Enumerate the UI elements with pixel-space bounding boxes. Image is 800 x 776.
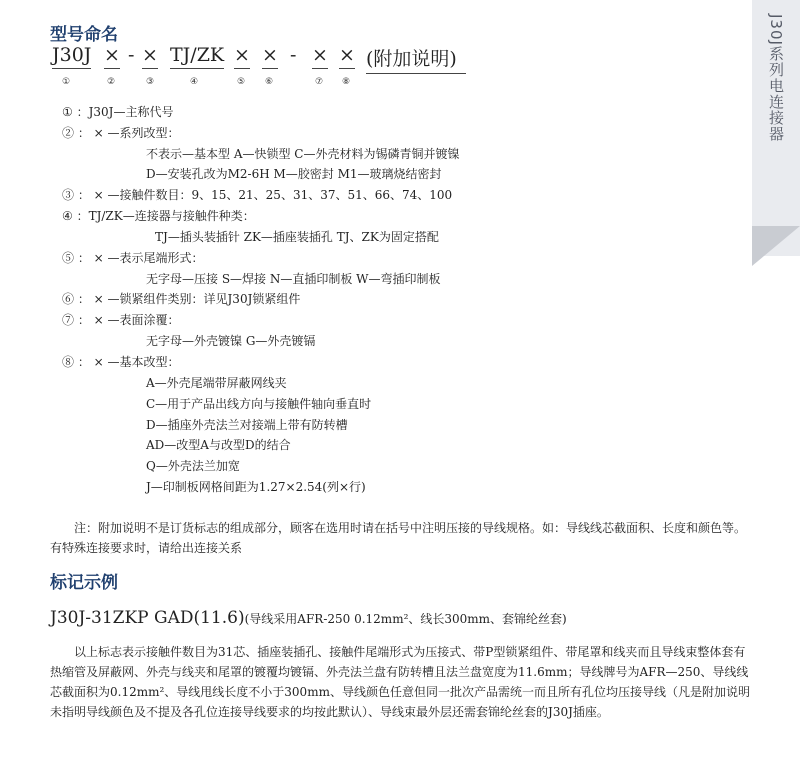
naming-line: D—插座外壳法兰对接端上带有防转槽: [146, 418, 348, 432]
naming-line: C—用于产品出线方向与接触件轴向垂直时: [146, 397, 372, 411]
code-mark-8: ⑧: [342, 77, 351, 87]
naming-line: ⑥ ： × —锁紧组件类别：详见J30J锁紧组件: [62, 292, 301, 306]
naming-line: A—外壳尾端带屏蔽网线夹: [146, 376, 287, 390]
code-segment-lock: ×: [262, 44, 278, 69]
naming-line: 无字母—压接 S—焊接 N—直插印制板 W—弯插印制板: [146, 272, 441, 286]
example-code: J30J-31ZKP GAD(11.6): [50, 608, 245, 628]
example-description: 以上标志表示接触件数目为31芯、插座装插孔、接触件尾端形式为压接式、带P型锁紧组件、带尾罩和线夹而且导线束整体套有热缩管及屏蔽网、外壳与线夹和尾罩的镀覆均镀镉、外壳法兰盘有防转槽且法兰盘宽度为11.6mm；导线牌号为AFR—250、导线线芯截面积为0.12mm²、导线甩线长度不小于300mm、导线颜色任意但同一批次产品需统一而且所有孔位均压接导线（凡是附加说明未指明导线颜色及不提及各孔位连接导线要求的均按此默认）、导线束最外层还需套锦纶丝套的J30J插座。: [50, 645, 750, 719]
naming-line: ③ ： × —接触件数目：9、15、21、25、31、37、51、66、74、100: [62, 188, 453, 202]
code-segment-basic: ×: [339, 44, 355, 69]
code-mark-7: ⑦: [315, 77, 324, 87]
code-segment-prefix: J30J: [52, 44, 91, 69]
naming-line: ② ： × —系列改型：: [62, 126, 180, 140]
sidebar-title: J30J系列电连接器: [767, 14, 785, 142]
example-heading: 标记示例: [50, 573, 118, 593]
code-segment-type: TJ/ZK: [170, 44, 224, 69]
naming-line: AD—改型A与改型D的结合: [146, 438, 291, 452]
code-mark-2: ②: [107, 77, 116, 87]
naming-note: 注：附加说明不是订货标志的组成部分，顾客在选用时请在括号中注明压接的导线规格。如：导线线芯截面积、长度和颜色等。有特殊连接要求时，请给出连接关系: [50, 521, 747, 555]
sidebar-tab-fold: [752, 226, 800, 266]
code-segment-series: ×: [104, 44, 120, 69]
naming-heading: 型号命名: [50, 25, 118, 45]
code-segment-count: ×: [142, 44, 158, 69]
naming-line: J—印制板网格间距为1.27×2.54(列×行): [146, 480, 366, 494]
naming-line: ④ ：TJ/ZK—连接器与接触件种类：: [62, 209, 255, 223]
naming-line: Q—外壳法兰加宽: [146, 459, 240, 473]
example-code-note: (导线采用AFR-250 0.12mm²、线长300mm、套锦纶丝套): [244, 612, 567, 626]
naming-line: ⑤ ： × —表示尾端形式：: [62, 251, 204, 265]
example-code-line: [50, 608, 567, 628]
code-segment-addition: (附加说明): [366, 44, 466, 74]
code-segment-tail: ×: [234, 44, 250, 69]
code-mark-4: ④: [190, 77, 199, 87]
code-segment-coating: ×: [312, 44, 328, 69]
naming-line: ① ：J30J—主称代号: [62, 105, 174, 119]
naming-line: ⑧ ： × —基本改型：: [62, 355, 180, 369]
naming-line: TJ—插头装插针 ZK—插座装插孔 TJ、ZK为固定搭配: [155, 230, 439, 244]
naming-line: ⑦ ： × —表面涂覆：: [62, 313, 180, 327]
naming-line: 无字母—外壳镀镍 G—外壳镀镉: [146, 334, 316, 348]
code-mark-5: ⑤: [237, 77, 246, 87]
naming-line: 不表示—基本型 A—快锁型 C—外壳材料为锡磷青铜并镀镍: [146, 147, 460, 161]
code-dash-1: -: [128, 44, 135, 66]
naming-line: D—安装孔改为M2-6H M—胶密封 M1—玻璃烧结密封: [146, 167, 442, 181]
code-mark-6: ⑥: [265, 77, 274, 87]
code-mark-3: ③: [146, 77, 155, 87]
code-mark-1: ①: [62, 77, 71, 87]
code-dash-2: -: [290, 44, 297, 66]
